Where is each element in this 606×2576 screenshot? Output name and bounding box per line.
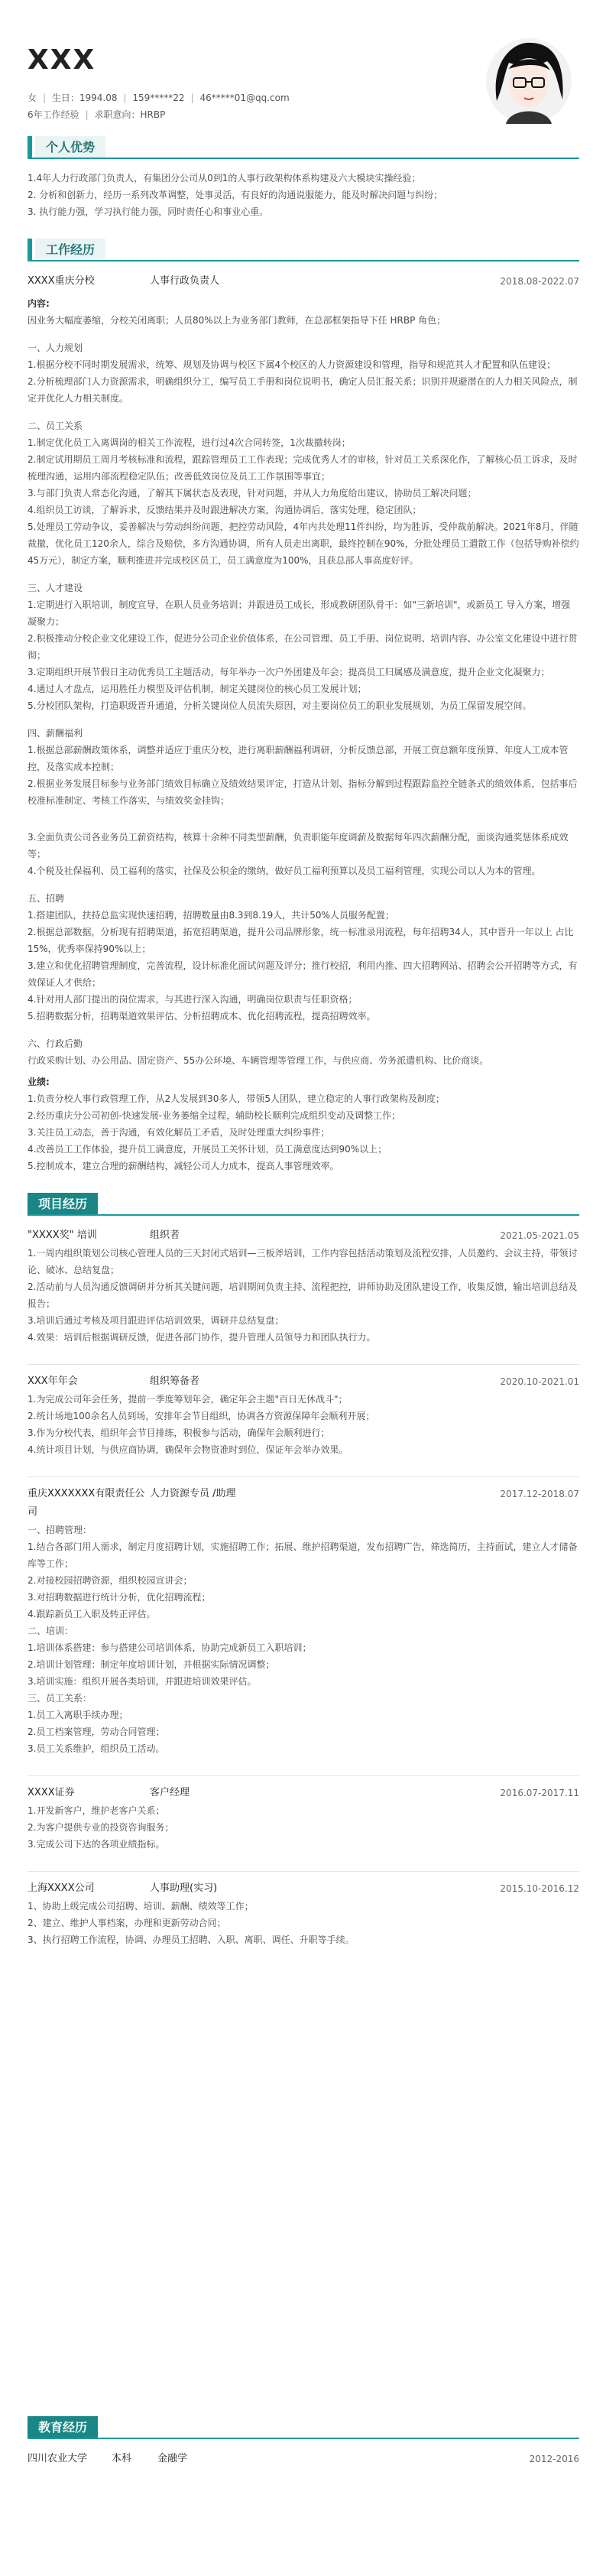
divider — [28, 1871, 579, 1872]
project-role: 组织者 — [150, 1230, 180, 1241]
block-line: 3.建立和优化招聘管理制度，完善流程，设计标准化面试问题及评分；推行校招，利用内推、四大招聘网站、招聘会公开招聘等方式，有效保证人才供给； — [28, 960, 578, 988]
degree: 本科 — [112, 2453, 132, 2464]
project-name: XXXX证券 — [28, 1787, 75, 1798]
project-name: 重庆XXXXXXX有限责任公司 — [28, 1488, 145, 1518]
achievement-line: 5.控制成本，建立合理的薪酬结构，减轻公司人力成本，提高人事管理效率。 — [28, 1161, 339, 1171]
project-section — [28, 1193, 579, 1959]
block-line: 2.分析梳理部门人力资源需求，明确组织分工，编写员工手册和岗位说明书，确定人员汇报关系；识别并规避潜在的人力相关风险点，制定并优化人力相关制度。 — [28, 376, 578, 404]
block-line: 5.分校团队架构，打造职级晋升通道，分析关键岗位人员流失原因，对主要岗位员工的职业发展规划，为员工保留发展空间。 — [28, 700, 532, 711]
project-name: "XXXX奖" 培训 — [28, 1230, 97, 1241]
education-row — [28, 2450, 579, 2468]
project-line: 3.作为分校代表，组织年会节目排练，积极参与活动，确保年会顺利进行； — [28, 1428, 330, 1438]
project-block-title: 一、招聘管理： — [28, 1525, 92, 1535]
advantage-title: 个人优势 — [35, 136, 105, 159]
job-blocks — [28, 329, 579, 1069]
project-block-title: 二、培训： — [28, 1626, 74, 1636]
spacer — [28, 1948, 579, 1959]
achievement-label: 业绩: — [28, 1077, 50, 1087]
project-line: 4.效果：培训后根据调研反馈，促进各部门协作，提升管理人员领导力和团队执行力。 — [28, 1332, 376, 1343]
block-title: 一、人力规划 — [28, 343, 83, 353]
gender: 女 — [28, 93, 37, 103]
block-line: 3.全面负责公司各业务员工薪资结构，核算十余种不同类型薪酬，负责职能年度调薪及数据每年四次薪酬分配，面谈沟通奖惩体系成效等； — [28, 832, 569, 859]
achievement-line: 2.经历重庆分公司初创-快速发展-业务萎缩全过程，辅助校长顺利完成组织变动及调整工作； — [28, 1110, 401, 1121]
project-line: 2.活动前与人员沟通反馈调研并分析其关键问题，培训期间负责主持、流程把控，讲师协助及团队建设工作，收集反馈，输出培训总结及报告； — [28, 1282, 578, 1309]
block-title: 三、人才建设 — [28, 583, 83, 593]
advantage-line: 3. 执行能力强，学习执行能力强，同时责任心和事业心重。 — [28, 206, 269, 217]
experience-years: 6年工作经验 — [28, 109, 79, 120]
project-date: 2020.10-2021.01 — [500, 1376, 579, 1387]
company: XXXX重庆分校 — [28, 275, 95, 287]
divider — [28, 1476, 579, 1477]
project-list — [28, 1226, 579, 1959]
divider — [28, 1775, 579, 1776]
block-line: 1.搭建团队，扶持总监实现快速招聘，招聘数量由8.3到8.19人，共计50%人员服务配置； — [28, 910, 394, 921]
candidate-name: XXX — [28, 44, 96, 76]
achievement-line: 1.负责分校人事行政管理工作，从2人发展到30多人，带领5人团队，建立稳定的人事行政架构及制度； — [28, 1093, 445, 1104]
advantage-line: 1.4年人力行政部门负责人，有集团分公司从0到1的人事行政架构体系构建及六大模块实操经验； — [28, 173, 421, 184]
project-role: 人事助理(实习) — [150, 1882, 218, 1894]
project-line: 2、建立、维护人事档案，办理和更新劳动合同； — [28, 1918, 226, 1928]
block-line: 2.积极推动分校企业文化建设工作，促进分公司企业价值体系，在公司管理、员工手册、岗位说明、培训内容、办公室文化建设中进行贯彻； — [28, 633, 578, 661]
block-line: 3.与部门负责人常态化沟通，了解其下属状态及表现，针对问题，并从人力角度给出建议，协助员工解决问题； — [28, 488, 477, 499]
project-line: 1.一周内组织策划公司核心管理人员的三天封闭式培训—三板斧培训，工作内容包括活动策划及流程安排，人员邀约、会议主持，带领讨论、破冰、总结复盘； — [28, 1248, 578, 1275]
block-title: 五、招聘 — [28, 893, 65, 904]
spacer — [28, 714, 579, 725]
spacer — [28, 1346, 579, 1356]
education-title: 教育经历 — [28, 2416, 98, 2439]
project-line: 3.培训后通过考核及项目跟进评估培训效果，调研并总结复盘； — [28, 1315, 284, 1326]
block-title: 二、员工关系 — [28, 421, 83, 431]
contact-info: 女 | 生日：1994.08 | 159*****22 | 46*****01@qq.com — [28, 93, 290, 103]
education-date: 2012-2016 — [529, 2454, 579, 2464]
job-intention: 求职意向：HRBP — [94, 109, 166, 120]
achievement-line: 4.改善员工工作体验，提升员工满意度，开展员工关怀计划，员工满意度达到90%以上； — [28, 1144, 387, 1155]
project-header — [28, 1784, 579, 1802]
block-line: 1.制定优化员工入离调岗的相关工作流程，进行过4次合同转签，1次裁撤转岗； — [28, 437, 351, 448]
project-header — [28, 1372, 579, 1391]
spacer — [28, 407, 579, 417]
spacer — [28, 569, 579, 580]
project-role: 人力资源专员 /助理 — [150, 1488, 236, 1499]
project-line: 3、执行招聘工作流程，协调、办理员工招聘、入职、离职、调任、升职等手续。 — [28, 1934, 355, 1945]
project-header — [28, 1879, 579, 1898]
project-line: 2.统计场地100余名人员到场，安排年会节目组织，协调各方资源保障年会顺利开展； — [28, 1411, 375, 1421]
block-line: 5.处理员工劳动争议，妥善解决与劳动纠纷问题，把控劳动风险，4年内共处理11件纠纷，均为胜诉，受仲裁前解决。2021年8月，伴随裁撤，优化员工120余人，综合及赔偿，多方沟通协调，所有人员走出离职，最终控制在90%，分批处理员工遣散工作（包括导购补偿约45万元），制定方案，顺利推进并完成校区员工，员工满意度为100%，且获总部人事高度好评。 — [28, 521, 579, 566]
date: 2018.08-2022.07 — [500, 276, 579, 287]
project-date: 2015.10-2016.12 — [500, 1883, 579, 1894]
block-line: 1.根据总部薪酬政策体系，调整并适应于重庆分校，进行离职薪酬福利调研，分析反馈总部，开展工资总额年度预算、年度人工成本管控，及落实成本控制； — [28, 745, 569, 772]
project-role: 客户经理 — [150, 1787, 190, 1798]
content-label: 内容: — [28, 298, 50, 309]
phone: 159*****22 — [132, 93, 185, 103]
spacer — [28, 1853, 579, 1863]
avatar — [483, 31, 575, 130]
project-title: 项目经历 — [28, 1193, 98, 1216]
work-title: 工作经历 — [35, 239, 105, 261]
project-line: 1、协助上级完成公司招聘、培训、薪酬、绩效等工作； — [28, 1901, 254, 1912]
block-title: 六、行政后勤 — [28, 1038, 83, 1049]
spacer — [28, 1458, 579, 1469]
spacer — [28, 1025, 579, 1035]
project-date: 2017.12-2018.07 — [500, 1489, 579, 1499]
block-line: 4.针对用人部门提出的岗位需求，与其进行深入沟通，明确岗位职责与任职资格； — [28, 994, 358, 1005]
project-block-line: 4.跟踪新员工入职及转正评估。 — [28, 1609, 156, 1619]
project-header — [28, 1226, 579, 1245]
spacer — [28, 809, 579, 829]
block-line: 2.根据总部数据，分析现有招聘渠道，拓宽招聘渠道，提升公司品牌形象，统一标准录用流程，每年招聘34人，其中晋升一年以上 占比15%，优秀率保持90%以上； — [28, 927, 574, 954]
school: 四川农业大学 — [28, 2453, 88, 2464]
project-name: XXX年年会 — [28, 1376, 78, 1387]
project-block-line: 2.对接校园招聘资源，组织校园宣讲会； — [28, 1575, 193, 1586]
block-line: 5.招聘数据分析，招聘渠道效果评估、分析招聘成本、优化招聘流程，提高招聘效率。 — [28, 1011, 376, 1022]
career-info: 6年工作经验 | 求职意向：HRBP — [28, 109, 166, 120]
project-block-line: 1.培训体系搭建：参与搭建公司培训体系，协助完成新员工入职培训； — [28, 1642, 312, 1653]
divider — [28, 1364, 579, 1365]
job-intro: 因业务大幅度萎缩，分校关闭离职；人员80%以上为业务部门教师，在总部框架指导下任 HRBP 角色； — [28, 315, 446, 326]
block-line: 行政采购计划、办公用品、固定资产、55办公环境、车辆管理等管理工作，与供应商、劳务派遣机构、比价商谈。 — [28, 1055, 489, 1066]
project-name: 上海XXXX公司 — [28, 1882, 95, 1894]
block-line: 4.通过人才盘点，运用胜任力模型及评估机制，制定关键岗位的核心员工发展计划； — [28, 684, 367, 694]
block-line: 3.定期组织开展节假日主动优秀员工主题活动，每年举办一次户外团建及年会；提高员工归属感及满意度，提升企业文化凝聚力； — [28, 667, 550, 677]
block-line: 4.个税及社保福利、员工福利的落实，社保及公积金的缴纳，做好员工福利预算以及员工福利管理，实现公司以人为本的管理。 — [28, 866, 541, 876]
project-block-line: 2.员工档案管理，劳动合同管理； — [28, 1727, 165, 1737]
project-date: 2021.05-2021.05 — [500, 1230, 579, 1241]
education-section — [28, 2416, 579, 2468]
block-title: 四、薪酬福利 — [28, 728, 83, 739]
project-block-title: 三、员工关系： — [28, 1693, 92, 1704]
project-line: 1.开发新客户，维护老客户关系； — [28, 1805, 165, 1816]
block-line: 2.制定试用期员工周月考核标准和流程，跟踪管理员工工作表现；完成优秀人才的审核，针对员工关系深化作，了解核心员工诉求，及时梳理沟通，运用内部流程稳定队伍；改善低效岗位及员工工作氛围等事宜； — [28, 454, 578, 482]
project-block-line: 3.对招聘数据进行统计分析，优化招聘流程； — [28, 1592, 211, 1603]
project-date: 2016.07-2017.11 — [500, 1788, 579, 1798]
project-role: 组织筹备者 — [150, 1376, 200, 1387]
advantage-line: 2. 分析和创新力，经历一系列改革调整，处事灵活，有良好的沟通说服能力，能及时解决问题与纠纷； — [28, 190, 443, 200]
project-line: 4.统计项目计划，与供应商协调，确保年会物资准时到位，保证年会举办效果。 — [28, 1444, 348, 1455]
spacer — [28, 1757, 579, 1768]
major: 金融学 — [157, 2453, 188, 2464]
advantage-section — [28, 136, 579, 220]
achievement-list — [28, 1090, 579, 1174]
project-block-line: 1.结合各部门用人需求，制定月度招聘计划，实施招聘工作；拓展、维护招聘渠道，发布招聘广告，筛选简历，主持面试，建立人才储备库等工作； — [28, 1541, 578, 1569]
work-section — [28, 239, 579, 1174]
project-block-line: 3.培训实施：组织开展各类培训，并跟进培训效果评估。 — [28, 1676, 257, 1687]
project-line: 3.完成公司下达的各项业绩指标。 — [28, 1839, 165, 1850]
spacer — [28, 329, 579, 339]
project-header — [28, 1485, 579, 1522]
block-line: 1.根据分校不同时期发展需求，统筹、规划及协调与校区下属4个校区的人力资源建设和管理，指导和规范其人才配置和队伍建设； — [28, 359, 556, 370]
birthday: 生日：1994.08 — [51, 93, 118, 103]
block-line: 2.根据业务发展目标参与业务部门绩效目标确立及绩效结果评定，打造从计划、指标分解到过程跟踪监控全链条式的绩效体系，包括事后校准标准制定、考核工作落实，与绩效奖金挂钩； — [28, 778, 578, 806]
block-line: 1.定期进行入职培训，制度宣导，在职人员业务培训；并跟进员工成长，形成教研团队骨干：如"三新培训"，或新员工 导入方案，增强凝聚力； — [28, 599, 571, 627]
project-line: 1.为完成公司年会任务，提前一季度筹划年会，确定年会主题"百日无休战斗"； — [28, 1394, 348, 1405]
header — [28, 31, 486, 123]
achievement-line: 3.关注员工动态，善于沟通，有效化解员工矛盾，及时处理重大纠纷事件； — [28, 1127, 330, 1138]
job-header — [28, 272, 579, 291]
block-line: 4.组织员工访谈，了解诉求，反馈结果并及时跟进解决方案，沟通协调后，落实处理，稳定团队； — [28, 505, 422, 515]
spacer — [28, 879, 579, 890]
project-block-line: 1.员工入离职手续办理； — [28, 1710, 128, 1720]
project-block-line: 2.培训计划管理：制定年度培训计划，并根据实际情况调整； — [28, 1659, 275, 1670]
email: 46*****01@qq.com — [199, 93, 290, 103]
role: 人事行政负责人 — [150, 275, 220, 287]
project-block-line: 3.员工关系维护，组织员工活动。 — [28, 1743, 165, 1754]
project-line: 2.为客户提供专业的投资咨询服务； — [28, 1822, 174, 1833]
